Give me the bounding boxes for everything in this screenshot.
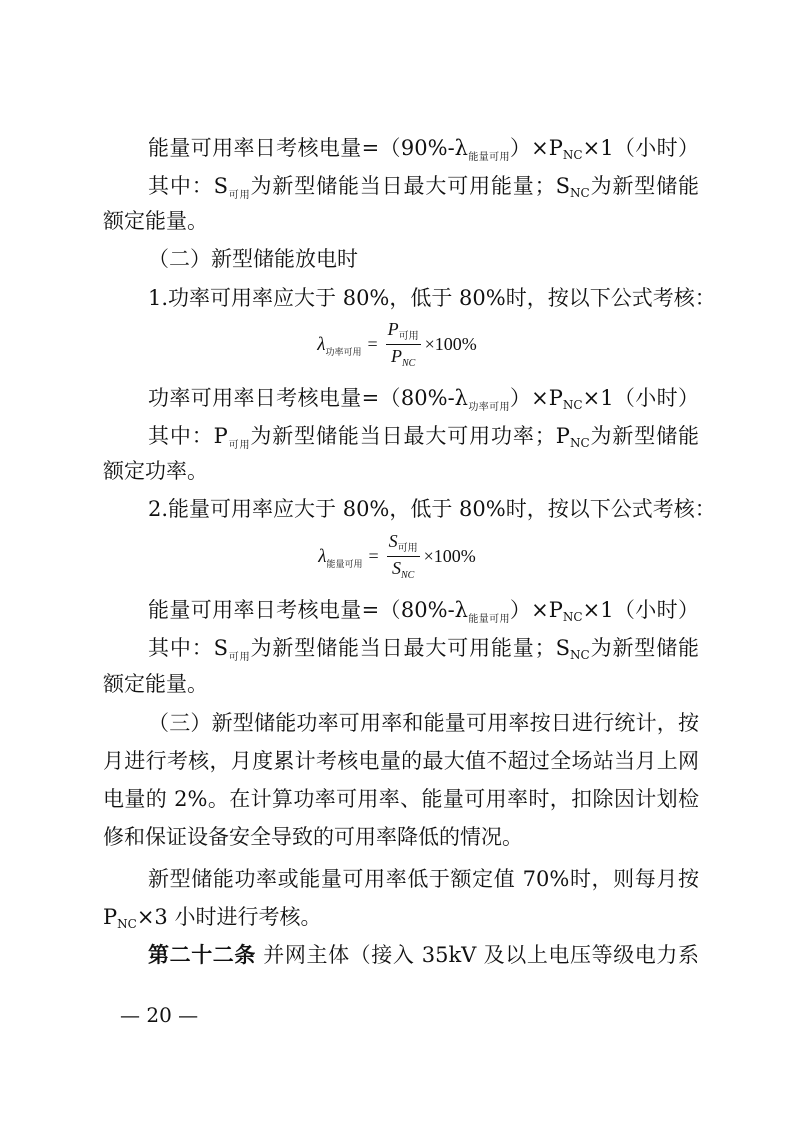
definition-line-3 <box>148 633 699 668</box>
subscript: 可用 <box>227 440 251 451</box>
paragraph-line: 新型储能功率或能量可用率低于额定值 70%时，则每月按 <box>148 867 699 891</box>
fraction-denominator: $P_{NC}$ <box>390 346 416 369</box>
subscript: 可用 <box>227 190 251 201</box>
subscript: NC <box>562 398 583 412</box>
subscript: 能量可用 <box>468 614 510 625</box>
paragraph-line: 修和保证设备安全导致的可用率降低的情况。 <box>103 825 523 849</box>
paragraph-line: 1.功率可用率应大于 80%，低于 80%时，按以下公式考核： <box>148 286 716 310</box>
fraction-denominator: $S_{NC}$ <box>391 558 415 581</box>
energy-formula-line-2 <box>148 595 699 630</box>
text: ×1（小时） <box>582 386 699 410</box>
power-formula-line <box>148 383 699 418</box>
subscript: 可用 <box>227 652 251 663</box>
text: ）×P <box>509 136 563 160</box>
paragraph-line: 额定功率。 <box>103 459 208 483</box>
paragraph-line <box>103 902 699 935</box>
paragraph-line: 电量的 2%。在计算功率可用率、能量可用率时，扣除因计划检 <box>103 787 699 811</box>
text: 为新型储能 <box>589 174 700 198</box>
fraction-numerator: $S_{可用}$ <box>387 530 420 557</box>
page-number: — 20 — <box>120 1003 199 1027</box>
text: 其中：S <box>148 636 228 660</box>
subscript: NC <box>562 148 583 162</box>
text: 为新型储能 <box>589 636 700 660</box>
subscript: NC <box>117 917 137 931</box>
definition-line-1 <box>148 171 699 206</box>
article-number: 第二十二条 <box>148 942 256 967</box>
text: 功率可用率日考核电量=（80%-λ <box>148 386 468 410</box>
paragraph-line: 月进行考核，月度累计考核电量的最大值不超过全场站当月上网 <box>103 749 699 773</box>
text: ×3 小时进行考核。 <box>136 905 322 929</box>
paragraph-line: （三）新型储能功率可用率和能量可用率按日进行统计，按 <box>148 711 699 735</box>
text: 能量可用率日考核电量=（90%-λ <box>148 136 468 160</box>
text: ）×P <box>509 386 563 410</box>
paragraph-line: 2.能量可用率应大于 80%，低于 80%时，按以下公式考核： <box>148 497 716 521</box>
formula-equals: = <box>368 546 379 566</box>
article-heading-line <box>148 940 699 970</box>
subscript: NC <box>570 648 590 662</box>
power-availability-formula <box>0 318 794 371</box>
text: 其中：P <box>148 424 228 448</box>
text: ×1（小时） <box>582 598 699 622</box>
text: 能量可用率日考核电量=（80%-λ <box>148 598 468 622</box>
subscript: NC <box>570 186 590 200</box>
energy-availability-formula <box>0 530 794 583</box>
subscript: NC <box>569 436 590 450</box>
text: ）×P <box>509 598 563 622</box>
text: P <box>103 905 118 929</box>
paragraph-line: 额定能量。 <box>103 672 208 696</box>
text: 为新型储能当日最大可用能量；S <box>250 636 571 660</box>
formula-fraction <box>387 530 420 583</box>
text: 为新型储能当日最大可用功率；P <box>250 424 570 448</box>
formula-fraction <box>386 318 421 371</box>
formula-multiplier: ×100% <box>423 546 476 566</box>
subscript: 能量可用 <box>468 152 510 163</box>
text: 为新型储能当日最大可用能量；S <box>250 174 571 198</box>
formula-lhs: $\lambda_{能量可用}$ <box>318 545 363 569</box>
text: 并网主体（接入 35kV 及以上电压等级电力系 <box>256 943 700 967</box>
section-heading: （二）新型储能放电时 <box>148 247 358 271</box>
text: ×1（小时） <box>582 136 699 160</box>
formula-equals: = <box>367 334 378 354</box>
fraction-numerator: $P_{可用}$ <box>386 318 421 345</box>
text: 为新型储能 <box>589 424 700 448</box>
formula-lhs: $\lambda_{功率可用}$ <box>317 333 362 357</box>
subscript: NC <box>562 610 583 624</box>
definition-line-2 <box>148 421 699 456</box>
text: 其中：S <box>148 174 228 198</box>
formula-multiplier: ×100% <box>424 334 477 354</box>
subscript: 功率可用 <box>468 402 510 413</box>
energy-formula-line-1 <box>148 133 699 168</box>
paragraph-line: 额定能量。 <box>103 209 208 233</box>
